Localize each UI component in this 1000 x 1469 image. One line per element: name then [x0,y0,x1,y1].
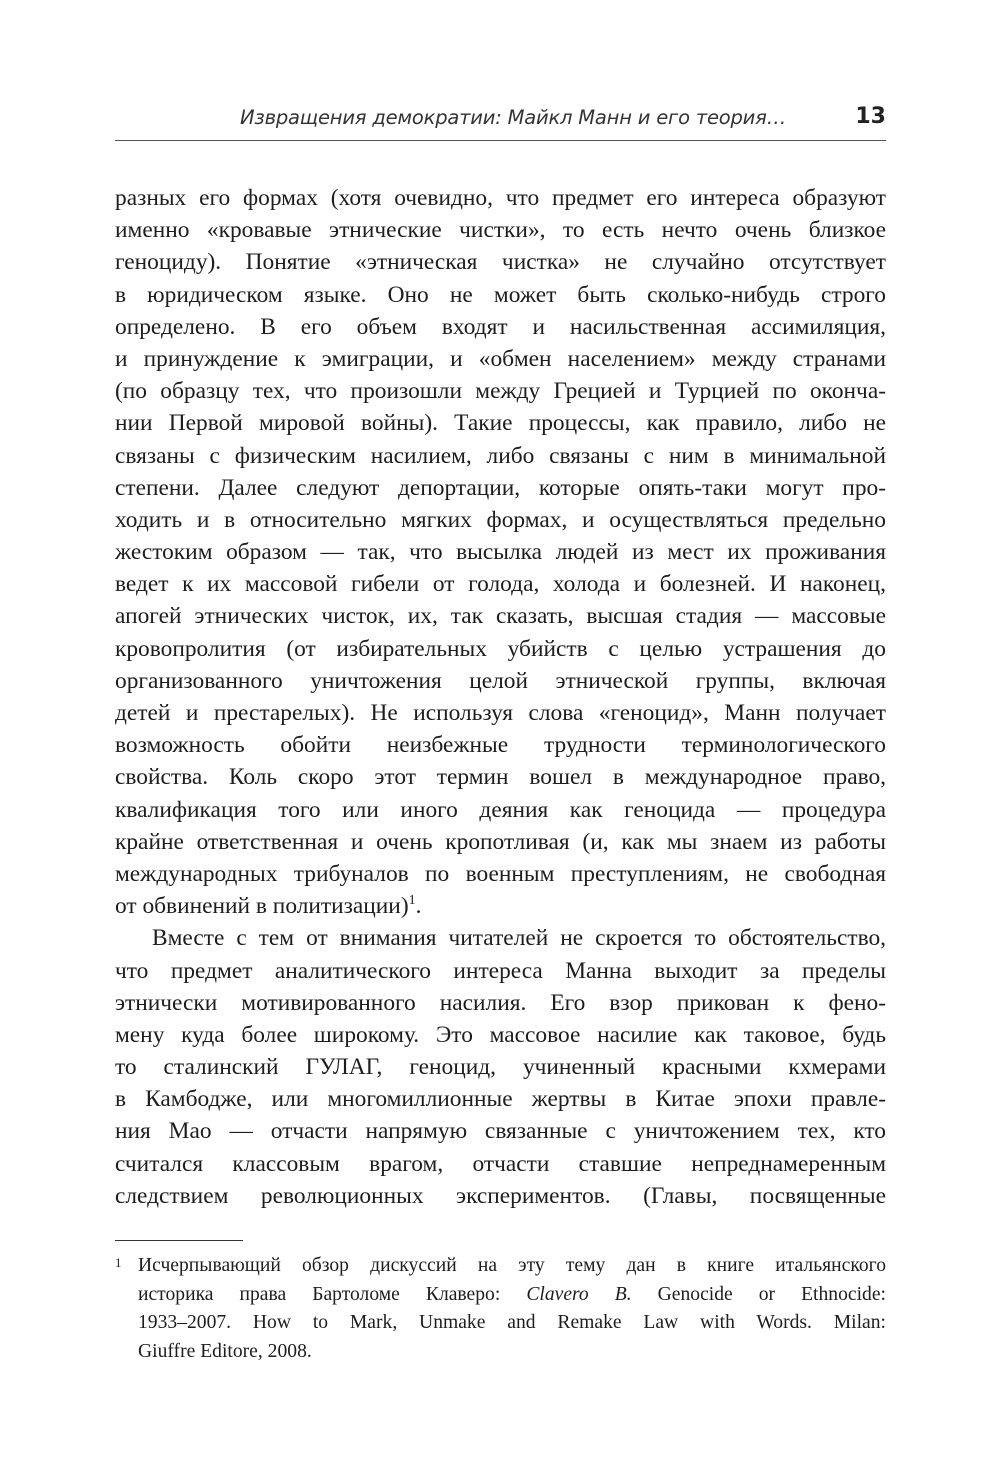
text-line: крайне ответственная и очень кропотливая (и, как мы знаем из работы [115,828,886,855]
text-line: ведет к их массовой гибели от голода, холода и болезней. И наконец, [115,571,886,598]
text-line: детей и престарелых). Не используя слова «геноцид», Манн получает [115,700,886,726]
text-fragment: историка права Бартоломе Клаверо: [138,1283,527,1305]
text-line: именно «кровавые этнические чистки», то есть нечто очень близкое [115,217,886,244]
text-line: и принуждение к эмиграции, и «обмен населением» между странами [115,345,886,372]
text-line: организованного уничтожения целой этнической группы, включая [115,667,886,694]
text-line: ходить и в относительно мягких формах, и осуществляться предельно [115,506,886,533]
text-line: квалификация того или иного деяния как геноцида — процедура [115,796,886,823]
footnote-line: Giuffre Editore, 2008. [138,1340,312,1362]
text-line: этнически мотивированного насилия. Его взор прикован к фено- [115,989,886,1016]
text-line: возможность обойти неизбежные трудности терминологического [115,732,886,759]
footnote [115,1252,886,1366]
text-line: в юридическом языке. Оно не может быть сколько-нибудь строго [115,281,886,308]
text-line: геноциду). Понятие «этническая чистка» не случайно отсутствует [115,249,886,276]
text-line: международных трибуналов по военным преступлениям, не свободная [115,860,886,887]
text-line: степени. Далее следуют депортации, которые опять-таки могут про- [115,474,886,501]
text-line: считался классовым врагом, отчасти ставшие непреднамеренным [115,1150,886,1177]
footnote-reference[interactable]: 1 [408,893,416,909]
text-line: жестоким образом — так, что высылка людей из мест их проживания [115,539,886,566]
text-fragment: Genocide or Ethnocide: [631,1283,886,1305]
text-line: мену куда более широкому. Это массовое насилие как таковое, будь [115,1021,886,1048]
main-text [115,182,886,1212]
text-line: в Камбодже, или многомиллионные жертвы в Китае эпохи правле- [115,1086,886,1113]
text-line: Вместе с тем от внимания читателей не скроется то обстоятельство, [152,925,886,952]
footnote-line: Исчерпывающий обзор дискуссий на эту тему дан в книге итальянского [138,1255,886,1276]
footnote-line [138,1281,886,1310]
text-line: апогей этнических чисток, их, так сказать, высшая стадия — массовые [115,603,886,630]
text-line: что предмет аналитического интереса Манна выходит за пределы [115,957,886,984]
text-line: (по образцу тех, что произошли между Грецией и Турцией по оконча- [115,378,886,405]
text-line: определено. В его объем входят и насильственная ассимиляция, [115,313,886,340]
text-line: разных его формах (хотя очевидно, что предмет его интереса образуют [115,185,886,211]
text-fragment: . [415,893,422,920]
footnote-separator [115,1240,243,1241]
footnote-text [138,1252,886,1366]
text-line: связаны с физическим насилием, либо связаны с ним в минимальной [115,442,886,469]
text-line: следствием революционных экспериментов. (Главы, посвященные [115,1182,886,1209]
text-line-last [115,890,886,922]
text-line: то сталинский ГУЛАГ, геноцид, учиненный красными кхмерами [115,1054,886,1081]
running-title: Извращения демократии: Майкл Манн и его теория… [240,106,786,129]
author-name: Clavero B. [526,1283,632,1305]
footnote-marker: 1 [115,1255,122,1270]
paragraph-1 [115,182,886,922]
paragraph-2 [115,922,886,1212]
text-line: кровопролития (от избирательных убийств с целью устрашения до [115,635,886,662]
text-line: свойства. Коль скоро этот термин вошел в международное право, [115,764,886,791]
running-header [115,100,886,141]
page-number: 13 [855,104,886,129]
text-line: ния Мао — отчасти напрямую связанные с уничтожением тех, кто [115,1118,886,1145]
footnote-line: 1933–2007. How to Mark, Unmake and Remake Law with Words. Milan: [138,1312,886,1334]
text-fragment: от обвинений в политизации) [115,893,409,920]
text-line: нии Первой мировой войны). Такие процессы, как правило, либо не [115,410,886,437]
